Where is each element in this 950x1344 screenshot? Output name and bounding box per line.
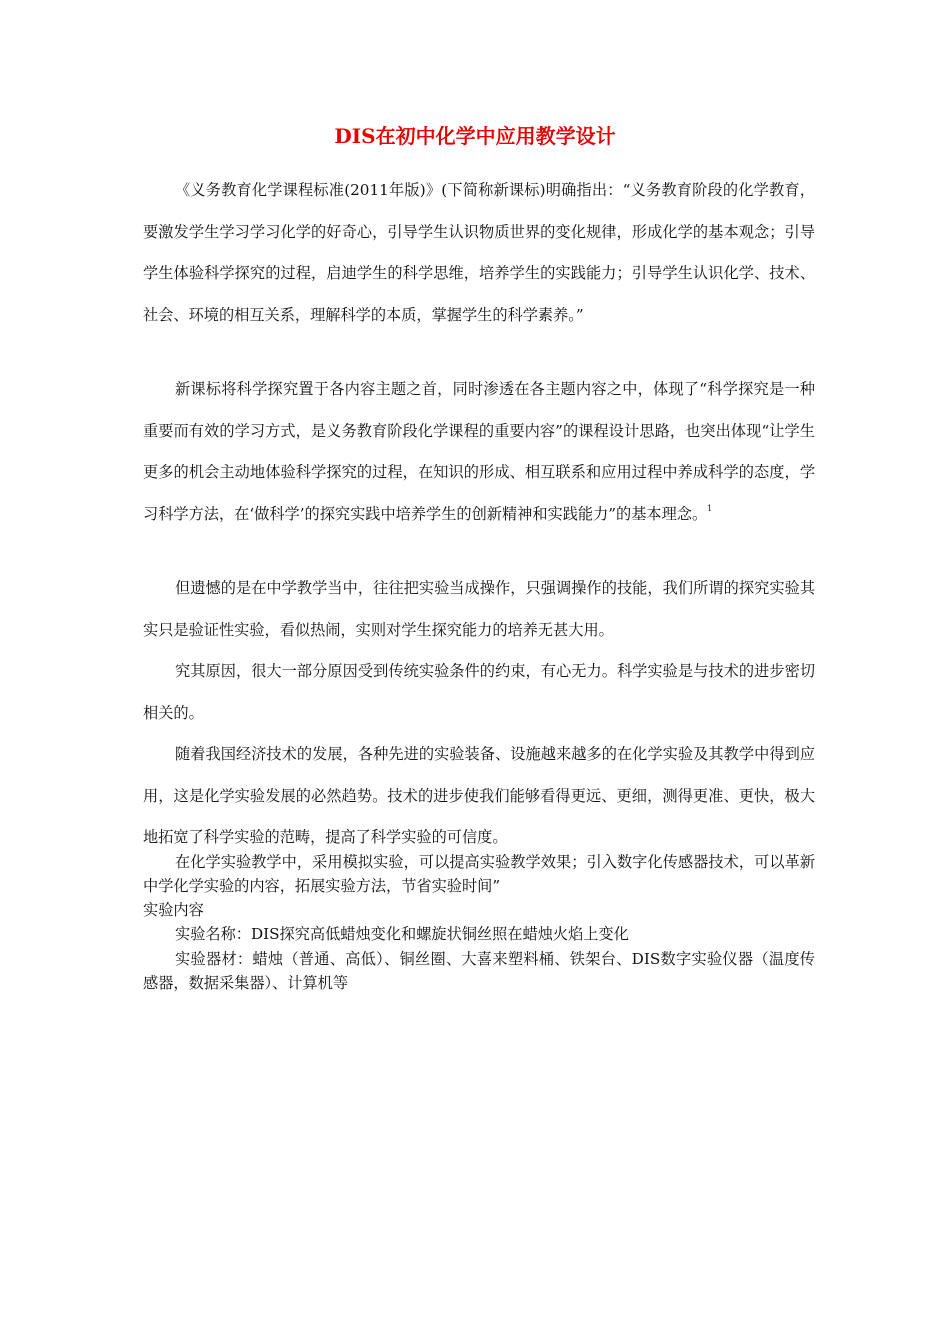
paragraph-curriculum-standard: 《义务教育化学课程标准(2011年版)》(下简称新课标)明确指出：“义务教育阶段的化学教育，要激发学生学习学习化学的好奇心，引导学生认识物质世界的变化规律，形成化学的基本观念；引导学生体验科学探究的过程，启迪学生的科学思维，培养学生的实践能力；引导学生认识化学、技术、社会、环境的相互关系，理解科学的本质，掌握学生的科学素养。” (143, 181, 815, 324)
document-title: DIS在初中化学中应用教学设计 (334, 124, 616, 148)
experiment-name: 实验名称：DIS探究高低蜡烛变化和螺旋状铜丝照在蜡烛火焰上变化 (175, 925, 629, 943)
paragraph-regret: 但遗憾的是在中学教学当中，往往把实验当成操作，只强调操作的技能，我们所谓的探究实验其实只是验证性实验，看似热闹，实则对学生探究能力的培养无甚大用。 (143, 579, 815, 639)
paragraph-reason: 究其原因，很大一部分原因受到传统实验条件的约束，有心无力。科学实验是与技术的进步密切相关的。 (143, 662, 815, 722)
paragraph-development: 随着我国经济技术的发展，各种先进的实验装备、设施越来越多的在化学实验及其教学中得到应用，这是化学实验发展的必然趋势。技术的进步使我们能够看得更远、更细，测得更准、更快，极大地拓宽了科学实验的范畴，提高了科学实验的可信度。 (143, 745, 815, 846)
footnote-marker[interactable]: 1 (707, 503, 713, 513)
paragraph-simulation: 在化学实验教学中，采用模拟实验，可以提高实验教学效果；引入数字化传感器技术，可以革新中学化学实验的内容，拓展实验方法，节省实验时间” (143, 853, 815, 895)
paragraph-scientific-inquiry (143, 369, 815, 535)
paragraph-scientific-inquiry-text: 新课标将科学探究置于各内容主题之首，同时渗透在各主题内容之中，体现了“科学探究是一种重要而有效的学习方式，是义务教育阶段化学课程的重要内容”的课程设计思路，也突出体现“让学生更多的机会主动地体验科学探究的过程，在知识的形成、相互联系和应用过程中养成科学的态度，学习科学方法，在‘做科学’的探究实践中培养学生的创新精神和实践能力”的基本理念。 (143, 380, 815, 523)
experiment-equipment: 实验器材：蜡烛（普通、高低）、铜丝圈、大喜来塑料桶、铁架台、DIS数字实验仪器（温度传感器，数据采集器）、计算机等 (143, 950, 815, 992)
section-heading-experiment: 实验内容 (143, 901, 204, 919)
